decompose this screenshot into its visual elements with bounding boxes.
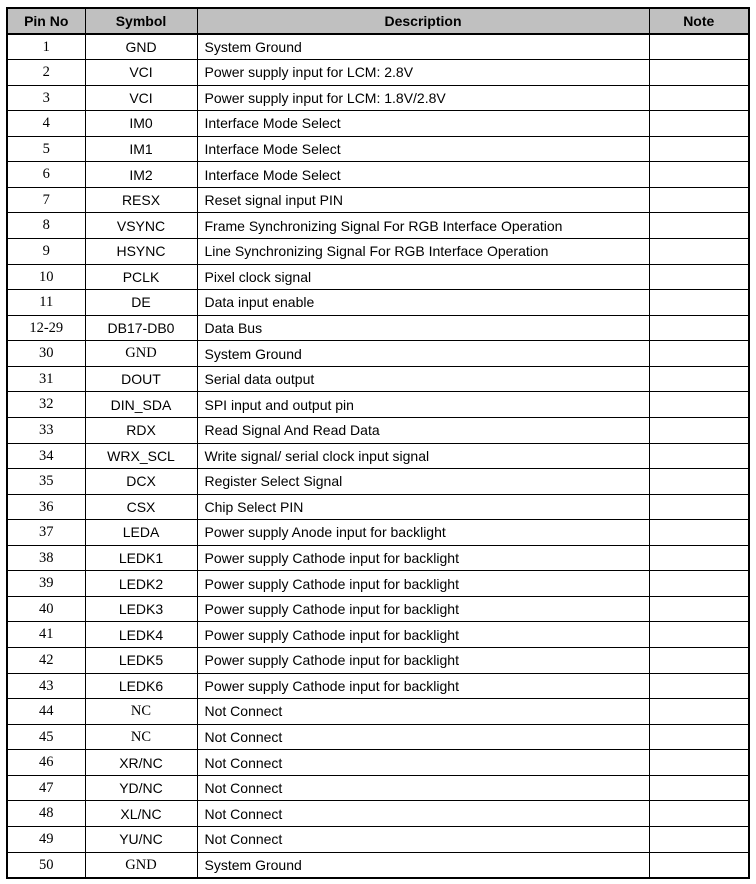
description-cell: System Ground — [197, 852, 649, 878]
table-row — [7, 852, 749, 878]
description-cell: Pixel clock signal — [197, 264, 649, 290]
pin-cell: 47 — [7, 775, 85, 801]
description-cell: Power supply Cathode input for backlight — [197, 622, 649, 648]
symbol-cell: DB17-DB0 — [85, 315, 197, 341]
pin-cell: 36 — [7, 494, 85, 520]
table-row — [7, 801, 749, 827]
symbol-cell: LEDK3 — [85, 596, 197, 622]
table-row — [7, 366, 749, 392]
table-row — [7, 443, 749, 469]
table-row — [7, 826, 749, 852]
note-cell — [649, 264, 749, 290]
pin-cell: 10 — [7, 264, 85, 290]
description-cell: System Ground — [197, 34, 649, 60]
pin-cell: 33 — [7, 417, 85, 443]
note-cell — [649, 801, 749, 827]
note-cell — [649, 520, 749, 546]
description-cell: Not Connect — [197, 801, 649, 827]
symbol-cell: DE — [85, 290, 197, 316]
description-cell: Not Connect — [197, 826, 649, 852]
table-row — [7, 545, 749, 571]
pin-cell: 9 — [7, 239, 85, 265]
table-row — [7, 520, 749, 546]
note-cell — [649, 775, 749, 801]
symbol-cell: GND — [85, 341, 197, 367]
table-row — [7, 239, 749, 265]
description-cell: Reset signal input PIN — [197, 187, 649, 213]
description-cell: Power supply Cathode input for backlight — [197, 571, 649, 597]
symbol-cell: XR/NC — [85, 750, 197, 776]
description-cell: Register Select Signal — [197, 469, 649, 495]
header-pin-no: Pin No — [7, 8, 85, 34]
description-cell: Line Synchronizing Signal For RGB Interface Operation — [197, 239, 649, 265]
pin-cell: 7 — [7, 187, 85, 213]
description-cell: Serial data output — [197, 366, 649, 392]
table-body — [7, 34, 749, 878]
note-cell — [649, 315, 749, 341]
symbol-cell: GND — [85, 852, 197, 878]
description-cell: Not Connect — [197, 724, 649, 750]
description-cell: Power supply Cathode input for backlight — [197, 648, 649, 674]
table-row — [7, 724, 749, 750]
note-cell — [649, 162, 749, 188]
pin-cell: 43 — [7, 673, 85, 699]
description-cell: Write signal/ serial clock input signal — [197, 443, 649, 469]
pin-cell: 3 — [7, 85, 85, 111]
table-row — [7, 290, 749, 316]
note-cell — [649, 724, 749, 750]
description-cell: Power supply input for LCM: 1.8V/2.8V — [197, 85, 649, 111]
table-row — [7, 162, 749, 188]
symbol-cell: CSX — [85, 494, 197, 520]
table-row — [7, 341, 749, 367]
note-cell — [649, 239, 749, 265]
pin-cell: 39 — [7, 571, 85, 597]
pin-cell: 40 — [7, 596, 85, 622]
pin-cell: 11 — [7, 290, 85, 316]
table-row — [7, 315, 749, 341]
table-row — [7, 469, 749, 495]
description-cell: Power supply Cathode input for backlight — [197, 673, 649, 699]
pin-cell: 41 — [7, 622, 85, 648]
description-cell: Not Connect — [197, 750, 649, 776]
table-row — [7, 136, 749, 162]
symbol-cell: IM0 — [85, 111, 197, 137]
pin-cell: 45 — [7, 724, 85, 750]
pin-cell: 48 — [7, 801, 85, 827]
symbol-cell: NC — [85, 724, 197, 750]
description-cell: Read Signal And Read Data — [197, 417, 649, 443]
note-cell — [649, 699, 749, 725]
pin-description-table-container — [6, 7, 750, 879]
table-row — [7, 85, 749, 111]
table-row — [7, 213, 749, 239]
pin-cell: 44 — [7, 699, 85, 725]
symbol-cell: VCI — [85, 60, 197, 86]
pin-cell: 46 — [7, 750, 85, 776]
symbol-cell: LEDA — [85, 520, 197, 546]
note-cell — [649, 750, 749, 776]
description-cell: SPI input and output pin — [197, 392, 649, 418]
pin-cell: 30 — [7, 341, 85, 367]
symbol-cell: RDX — [85, 417, 197, 443]
pin-cell: 12-29 — [7, 315, 85, 341]
symbol-cell: LEDK2 — [85, 571, 197, 597]
description-cell: Data Bus — [197, 315, 649, 341]
symbol-cell: LEDK5 — [85, 648, 197, 674]
description-cell: Power supply Cathode input for backlight — [197, 596, 649, 622]
pin-cell: 34 — [7, 443, 85, 469]
table-row — [7, 187, 749, 213]
symbol-cell: YD/NC — [85, 775, 197, 801]
description-cell: Not Connect — [197, 775, 649, 801]
symbol-cell: DOUT — [85, 366, 197, 392]
pin-cell: 38 — [7, 545, 85, 571]
description-cell: Interface Mode Select — [197, 111, 649, 137]
table-row — [7, 750, 749, 776]
note-cell — [649, 852, 749, 878]
table-row — [7, 622, 749, 648]
note-cell — [649, 648, 749, 674]
pin-cell: 31 — [7, 366, 85, 392]
pin-cell: 50 — [7, 852, 85, 878]
symbol-cell: LEDK1 — [85, 545, 197, 571]
pin-cell: 4 — [7, 111, 85, 137]
note-cell — [649, 60, 749, 86]
pin-cell: 42 — [7, 648, 85, 674]
symbol-cell: NC — [85, 699, 197, 725]
pin-cell: 32 — [7, 392, 85, 418]
description-cell: Interface Mode Select — [197, 162, 649, 188]
symbol-cell: HSYNC — [85, 239, 197, 265]
description-cell: Power supply input for LCM: 2.8V — [197, 60, 649, 86]
header-symbol: Symbol — [85, 8, 197, 34]
table-row — [7, 596, 749, 622]
symbol-cell: IM1 — [85, 136, 197, 162]
note-cell — [649, 85, 749, 111]
description-cell: Power supply Cathode input for backlight — [197, 545, 649, 571]
table-row — [7, 60, 749, 86]
table-row — [7, 264, 749, 290]
symbol-cell: VCI — [85, 85, 197, 111]
table-row — [7, 111, 749, 137]
header-note: Note — [649, 8, 749, 34]
description-cell: Not Connect — [197, 699, 649, 725]
symbol-cell: VSYNC — [85, 213, 197, 239]
table-row — [7, 673, 749, 699]
note-cell — [649, 596, 749, 622]
description-cell: Power supply Anode input for backlight — [197, 520, 649, 546]
note-cell — [649, 34, 749, 60]
table-row — [7, 775, 749, 801]
note-cell — [649, 673, 749, 699]
description-cell: Frame Synchronizing Signal For RGB Interface Operation — [197, 213, 649, 239]
table-row — [7, 417, 749, 443]
symbol-cell: GND — [85, 34, 197, 60]
table-row — [7, 648, 749, 674]
note-cell — [649, 417, 749, 443]
note-cell — [649, 341, 749, 367]
note-cell — [649, 622, 749, 648]
pin-cell: 37 — [7, 520, 85, 546]
pin-cell: 5 — [7, 136, 85, 162]
note-cell — [649, 111, 749, 137]
table-row — [7, 571, 749, 597]
symbol-cell: XL/NC — [85, 801, 197, 827]
note-cell — [649, 443, 749, 469]
symbol-cell: DIN_SDA — [85, 392, 197, 418]
table-header — [7, 8, 749, 34]
table-row — [7, 494, 749, 520]
table-row — [7, 699, 749, 725]
note-cell — [649, 494, 749, 520]
symbol-cell: RESX — [85, 187, 197, 213]
note-cell — [649, 469, 749, 495]
pin-cell: 2 — [7, 60, 85, 86]
pin-cell: 1 — [7, 34, 85, 60]
note-cell — [649, 187, 749, 213]
header-description: Description — [197, 8, 649, 34]
description-cell: Data input enable — [197, 290, 649, 316]
pin-description-table — [6, 7, 750, 879]
symbol-cell: PCLK — [85, 264, 197, 290]
description-cell: System Ground — [197, 341, 649, 367]
symbol-cell: YU/NC — [85, 826, 197, 852]
note-cell — [649, 571, 749, 597]
table-row — [7, 392, 749, 418]
symbol-cell: DCX — [85, 469, 197, 495]
symbol-cell: IM2 — [85, 162, 197, 188]
symbol-cell: LEDK4 — [85, 622, 197, 648]
pin-cell: 8 — [7, 213, 85, 239]
header-row — [7, 8, 749, 34]
symbol-cell: WRX_SCL — [85, 443, 197, 469]
note-cell — [649, 366, 749, 392]
note-cell — [649, 290, 749, 316]
pin-cell: 6 — [7, 162, 85, 188]
symbol-cell: LEDK6 — [85, 673, 197, 699]
description-cell: Interface Mode Select — [197, 136, 649, 162]
pin-cell: 49 — [7, 826, 85, 852]
note-cell — [649, 213, 749, 239]
description-cell: Chip Select PIN — [197, 494, 649, 520]
note-cell — [649, 392, 749, 418]
note-cell — [649, 545, 749, 571]
table-row — [7, 34, 749, 60]
pin-cell: 35 — [7, 469, 85, 495]
note-cell — [649, 826, 749, 852]
note-cell — [649, 136, 749, 162]
